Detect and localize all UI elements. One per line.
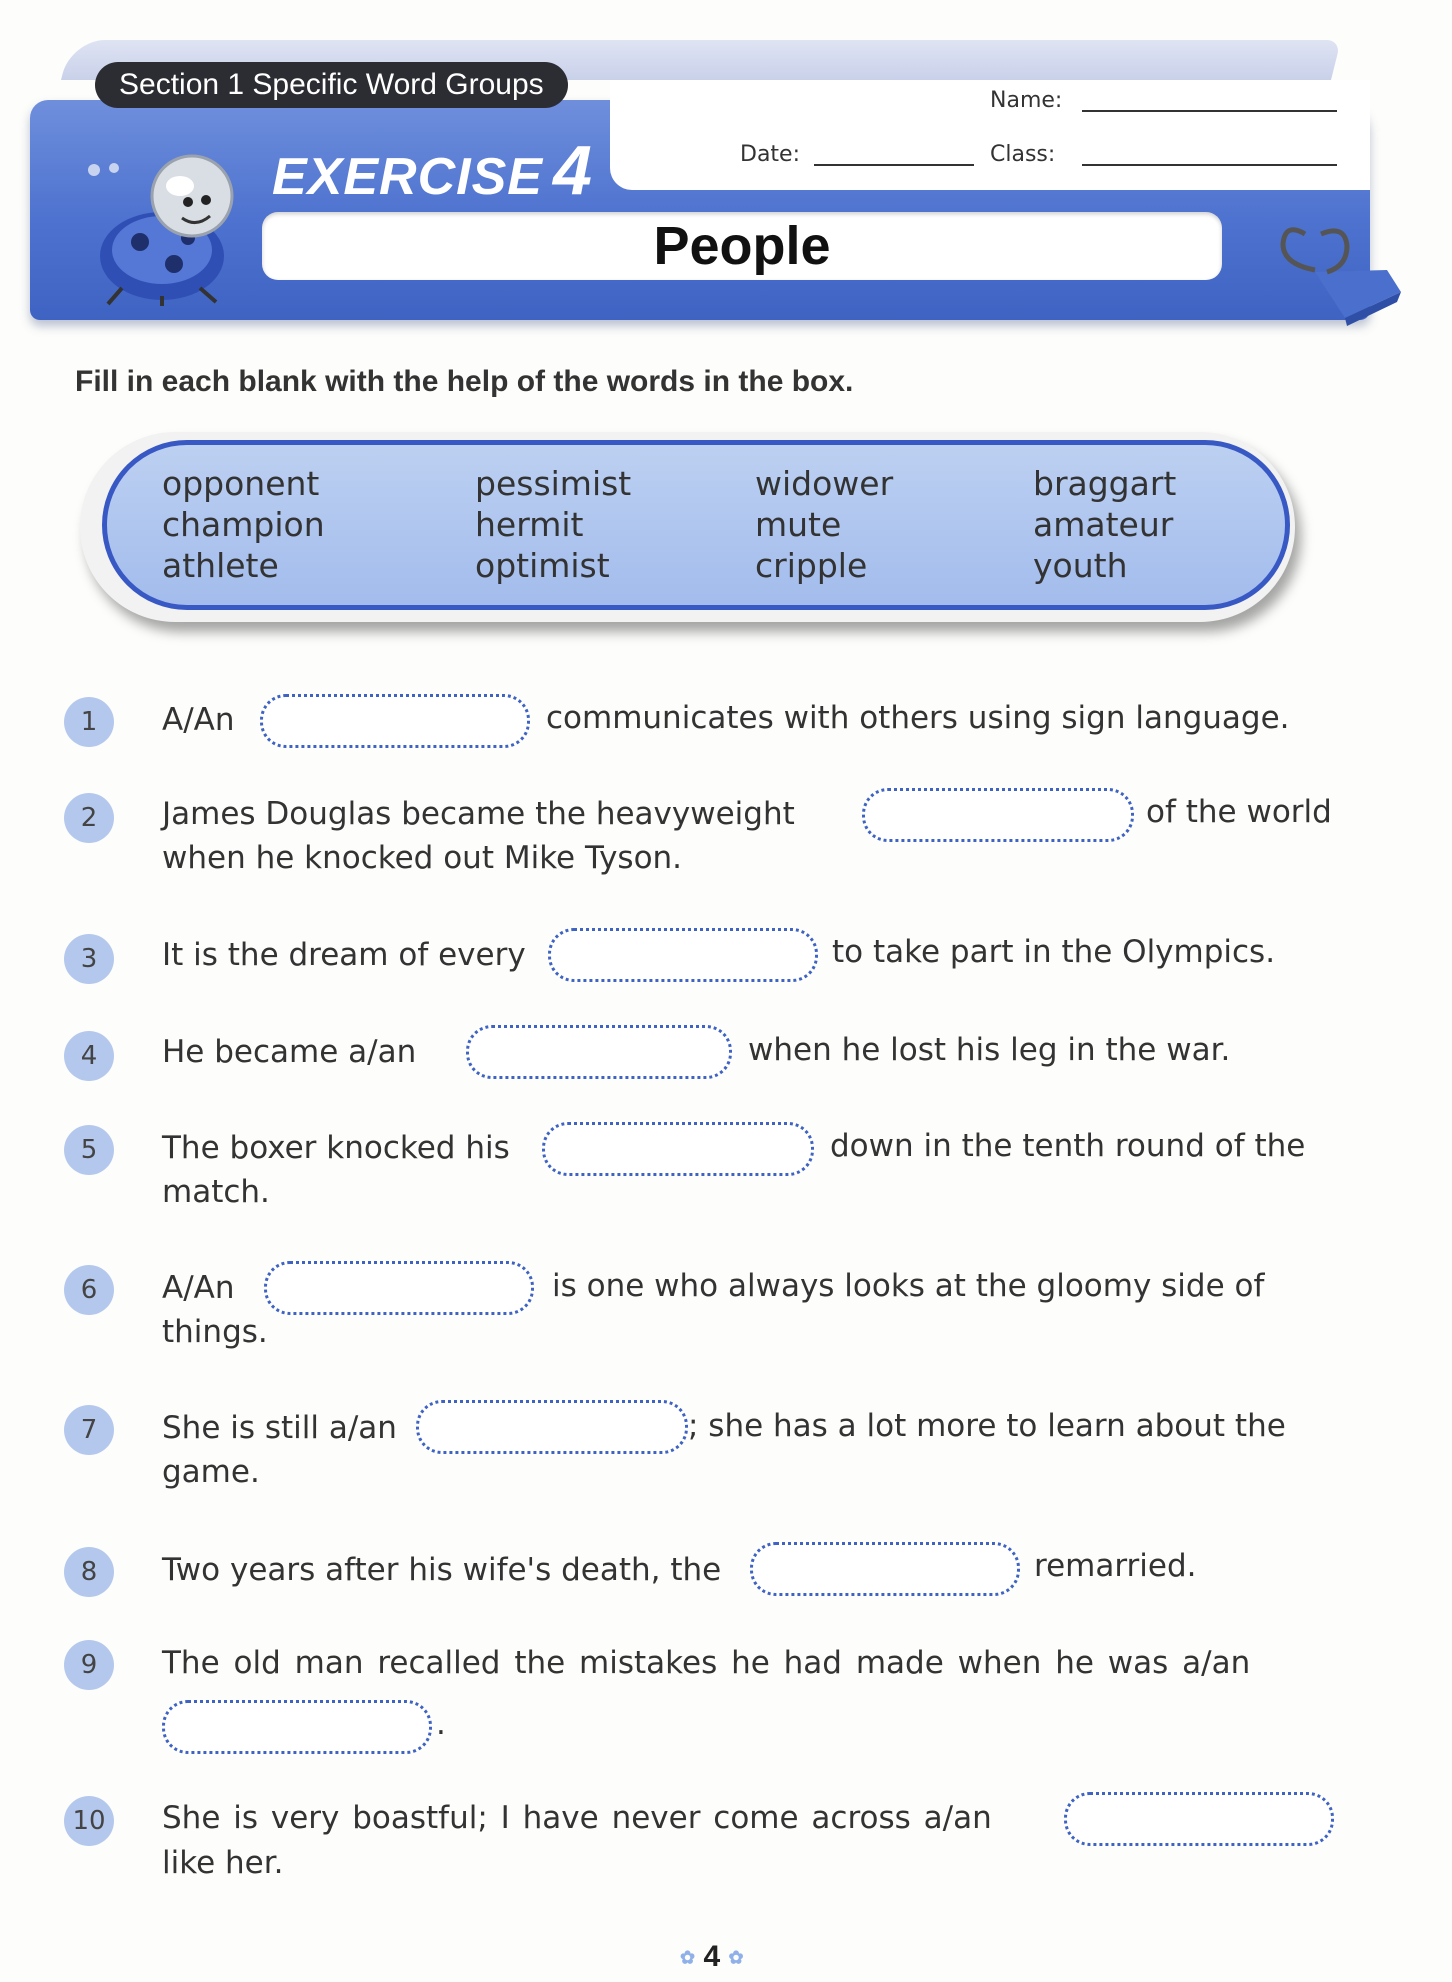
section-label: Section 1 Specific Word Groups — [95, 62, 568, 108]
topic-title: People — [262, 212, 1222, 280]
answer-blank-6[interactable] — [264, 1261, 534, 1315]
question-number: 3 — [64, 934, 114, 984]
question-text: He became a/an — [162, 1034, 417, 1070]
exercise-label: EXERCISE — [272, 148, 543, 206]
question-number: 10 — [64, 1796, 114, 1846]
answer-blank-3[interactable] — [548, 928, 818, 982]
answer-blank-1[interactable] — [260, 694, 530, 748]
question-number: 1 — [64, 697, 114, 747]
name-field[interactable] — [1082, 110, 1337, 112]
decor-dot-icon: ✿ — [680, 1947, 696, 1968]
question-text: It is the dream of every — [162, 937, 526, 973]
question-text-continued: game. — [162, 1454, 260, 1490]
word-opponent: opponent — [162, 464, 320, 503]
word-champion: champion — [162, 505, 325, 544]
word-amateur: amateur — [1033, 505, 1174, 544]
page-number-value: 4 — [703, 1940, 721, 1973]
question-text: . — [436, 1706, 446, 1742]
word-widower: widower — [755, 464, 894, 503]
paper-clip-icon — [1275, 214, 1415, 334]
question-text: is one who always looks at the gloomy side of — [552, 1268, 1265, 1304]
question-text: The boxer knocked his — [162, 1130, 510, 1166]
answer-blank-5[interactable] — [542, 1122, 814, 1176]
word-hermit: hermit — [475, 505, 584, 544]
word-braggart: braggart — [1033, 464, 1177, 503]
question-number: 8 — [64, 1547, 114, 1597]
word-pessimist: pessimist — [475, 464, 632, 503]
answer-blank-4[interactable] — [466, 1025, 732, 1079]
answer-blank-8[interactable] — [750, 1542, 1020, 1596]
date-label: Date: — [740, 142, 800, 167]
name-label: Name: — [990, 88, 1063, 113]
class-label: Class: — [990, 142, 1056, 167]
question-text: remarried. — [1034, 1548, 1197, 1584]
exercise-number: 4 — [552, 131, 593, 209]
question-text-continued: things. — [162, 1314, 268, 1350]
question-text: of the world — [1146, 794, 1332, 830]
answer-blank-10[interactable] — [1064, 1792, 1334, 1846]
answer-blank-9[interactable] — [162, 1700, 432, 1754]
decor-dot-icon: ✿ — [728, 1947, 744, 1968]
word-athlete: athlete — [162, 546, 279, 585]
question-number: 9 — [64, 1640, 114, 1690]
question-number: 6 — [64, 1265, 114, 1315]
word-optimist: optimist — [475, 546, 610, 585]
question-text: down in the tenth round of the — [830, 1128, 1306, 1164]
question-text: James Douglas became the heavyweight — [162, 796, 795, 832]
question-number: 2 — [64, 793, 114, 843]
question-text-continued: like her. — [162, 1845, 284, 1881]
question-number: 7 — [64, 1405, 114, 1455]
question-text: She is very boastful; I have never come across a/an — [162, 1800, 992, 1836]
ladybug-mascot-icon — [82, 138, 257, 308]
word-cripple: cripple — [755, 546, 868, 585]
question-text: communicates with others using sign language. — [546, 700, 1290, 736]
word-youth: youth — [1033, 546, 1128, 585]
question-text: The old man recalled the mistakes he had made when he was a/an — [162, 1645, 1251, 1681]
class-field[interactable] — [1082, 164, 1337, 166]
question-text: ; she has a lot more to learn about the — [688, 1408, 1286, 1444]
question-text: A/An — [162, 702, 235, 738]
date-field[interactable] — [814, 164, 974, 166]
question-number: 4 — [64, 1031, 114, 1081]
question-number: 5 — [64, 1125, 114, 1175]
answer-blank-2[interactable] — [862, 788, 1134, 842]
question-text-continued: match. — [162, 1174, 270, 1210]
answer-blank-7[interactable] — [416, 1400, 688, 1454]
exercise-heading — [272, 130, 593, 210]
word-mute: mute — [755, 505, 842, 544]
question-text: to take part in the Olympics. — [832, 934, 1276, 970]
page-number — [680, 1940, 744, 1974]
question-text: when he lost his leg in the war. — [748, 1032, 1231, 1068]
question-text: A/An — [162, 1270, 235, 1306]
question-text: Two years after his wife's death, the — [162, 1552, 722, 1588]
instruction-text: Fill in each blank with the help of the words in the box. — [75, 365, 854, 398]
question-text-continued: when he knocked out Mike Tyson. — [162, 840, 683, 876]
question-text: She is still a/an — [162, 1410, 397, 1446]
